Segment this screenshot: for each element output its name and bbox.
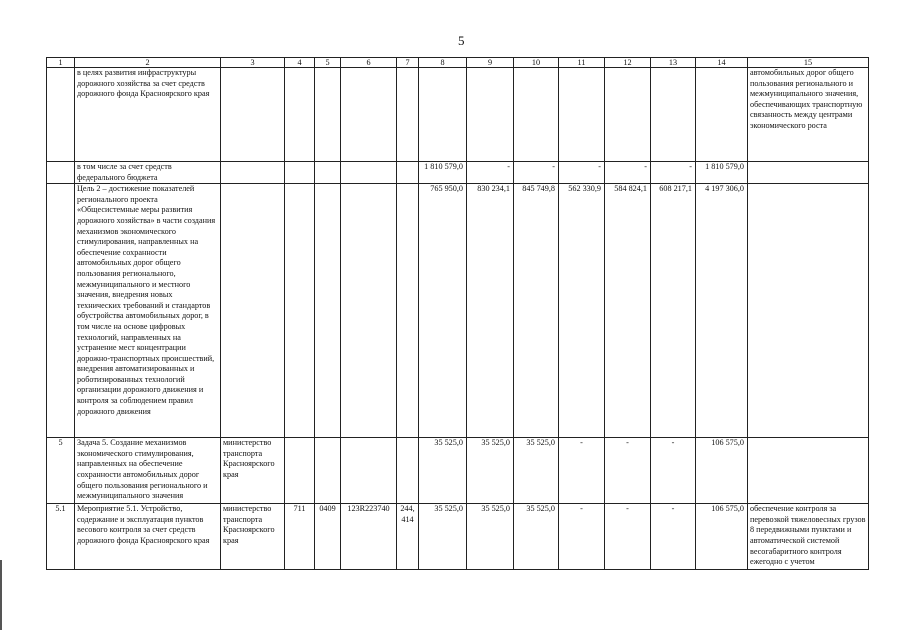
- value-cell: -: [651, 438, 696, 504]
- value-cell: -: [605, 504, 651, 570]
- total-cell: 106 575,0: [696, 438, 748, 504]
- table-row: [47, 68, 869, 162]
- column-header: 3: [221, 58, 285, 68]
- total-cell: 1 810 579,0: [696, 162, 748, 184]
- column-header: 6: [341, 58, 397, 68]
- vr-cell: [397, 438, 419, 504]
- value-cell: [514, 68, 559, 162]
- executor-cell: [221, 184, 285, 438]
- value-cell: 35 525,0: [467, 438, 514, 504]
- result-cell: обеспечение контроля за перевозкой тяжеловесных грузов 8 передвижными пунктами и автоматической системой весогабаритного контроля ежегодно с учетом: [748, 504, 869, 570]
- grbs-cell: [285, 438, 315, 504]
- value-cell: -: [605, 162, 651, 184]
- value-cell: [651, 68, 696, 162]
- value-cell: [605, 68, 651, 162]
- column-header: 10: [514, 58, 559, 68]
- value-cell: -: [514, 162, 559, 184]
- result-cell: автомобильных дорог общего пользования регионального и межмуниципального значения, обеспечивающих транспортную связанность между центрами экономического роста: [748, 68, 869, 162]
- value-cell: 765 950,0: [419, 184, 467, 438]
- row-number-cell: 5.1: [47, 504, 75, 570]
- value-cell: -: [651, 504, 696, 570]
- executor-cell: министерство транспорта Красноярского края: [221, 438, 285, 504]
- value-cell: -: [467, 162, 514, 184]
- column-header: 11: [559, 58, 605, 68]
- row-number-cell: [47, 162, 75, 184]
- description-cell: в том числе за счет средств федерального бюджета: [75, 162, 221, 184]
- rzpr-cell: 0409: [315, 504, 341, 570]
- value-cell: -: [605, 438, 651, 504]
- vr-cell: [397, 162, 419, 184]
- csr-cell: [341, 162, 397, 184]
- value-cell: 35 525,0: [514, 438, 559, 504]
- column-header: 2: [75, 58, 221, 68]
- vr-cell: [397, 68, 419, 162]
- rzpr-cell: [315, 68, 341, 162]
- rzpr-cell: [315, 162, 341, 184]
- value-cell: 562 330,9: [559, 184, 605, 438]
- table-row: [47, 504, 869, 570]
- column-header: 15: [748, 58, 869, 68]
- value-cell: -: [559, 162, 605, 184]
- csr-cell: [341, 184, 397, 438]
- column-header: 1: [47, 58, 75, 68]
- column-header: 14: [696, 58, 748, 68]
- csr-cell: [341, 438, 397, 504]
- description-cell: Цель 2 – достижение показателей регионального проекта «Общесистемные меры развития дорожного хозяйства» в части создания механизмов экономического стимулирования, направленных на обеспечение сохранности автомобильных дорог общего пользования регионального, межмуниципального и местного значения, внедрения новых технических требований и стандартов обустройства автомобильных дорог, в том числе на основе цифровых технологий, направленных на устранение мест концентрации дорожно-транспортных происшествий, внедрения автоматизированных и роботизированных технологий организации дорожного движения и контроля за соблюдением правил дорожного движения: [75, 184, 221, 438]
- program-table: [46, 57, 869, 570]
- vr-cell: [397, 184, 419, 438]
- csr-cell: 123R223740: [341, 504, 397, 570]
- value-cell: 35 525,0: [514, 504, 559, 570]
- value-cell: -: [651, 162, 696, 184]
- value-cell: 584 824,1: [605, 184, 651, 438]
- value-cell: -: [559, 438, 605, 504]
- grbs-cell: [285, 184, 315, 438]
- column-header: 13: [651, 58, 696, 68]
- header-row: [47, 58, 869, 68]
- result-cell: [748, 438, 869, 504]
- total-cell: 4 197 306,0: [696, 184, 748, 438]
- column-header: 7: [397, 58, 419, 68]
- grbs-cell: [285, 68, 315, 162]
- row-number-cell: 5: [47, 438, 75, 504]
- value-cell: 830 234,1: [467, 184, 514, 438]
- value-cell: 35 525,0: [419, 504, 467, 570]
- column-header: 4: [285, 58, 315, 68]
- page-number: 5: [458, 33, 465, 48]
- grbs-cell: [285, 162, 315, 184]
- column-header: 8: [419, 58, 467, 68]
- row-number-cell: [47, 68, 75, 162]
- value-cell: 608 217,1: [651, 184, 696, 438]
- column-header: 5: [315, 58, 341, 68]
- table-row: [47, 184, 869, 438]
- vr-cell: 244, 414: [397, 504, 419, 570]
- rzpr-cell: [315, 438, 341, 504]
- total-cell: 106 575,0: [696, 504, 748, 570]
- value-cell: -: [559, 504, 605, 570]
- table-row: [47, 438, 869, 504]
- value-cell: [467, 68, 514, 162]
- executor-cell: [221, 68, 285, 162]
- value-cell: 1 810 579,0: [419, 162, 467, 184]
- value-cell: [419, 68, 467, 162]
- result-cell: [748, 162, 869, 184]
- description-cell: в целях развития инфраструктуры дорожного хозяйства за счет средств дорожного фонда Красноярского края: [75, 68, 221, 162]
- grbs-cell: 711: [285, 504, 315, 570]
- row-number-cell: [47, 184, 75, 438]
- value-cell: 35 525,0: [419, 438, 467, 504]
- result-cell: [748, 184, 869, 438]
- column-header: 9: [467, 58, 514, 68]
- executor-cell: [221, 162, 285, 184]
- column-header: 12: [605, 58, 651, 68]
- value-cell: 845 749,8: [514, 184, 559, 438]
- csr-cell: [341, 68, 397, 162]
- description-cell: Задача 5. Создание механизмов экономического стимулирования, направленных на обеспечение сохранности автомобильных дорог общего пользования регионального и межмуниципального значения: [75, 438, 221, 504]
- rzpr-cell: [315, 184, 341, 438]
- scan-edge-line: [0, 560, 2, 630]
- total-cell: [696, 68, 748, 162]
- executor-cell: министерство транспорта Красноярского края: [221, 504, 285, 570]
- description-cell: Мероприятие 5.1. Устройство, содержание и эксплуатация пунктов весового контроля за счет средств дорожного фонда Красноярского края: [75, 504, 221, 570]
- value-cell: 35 525,0: [467, 504, 514, 570]
- table-row: [47, 162, 869, 184]
- value-cell: [559, 68, 605, 162]
